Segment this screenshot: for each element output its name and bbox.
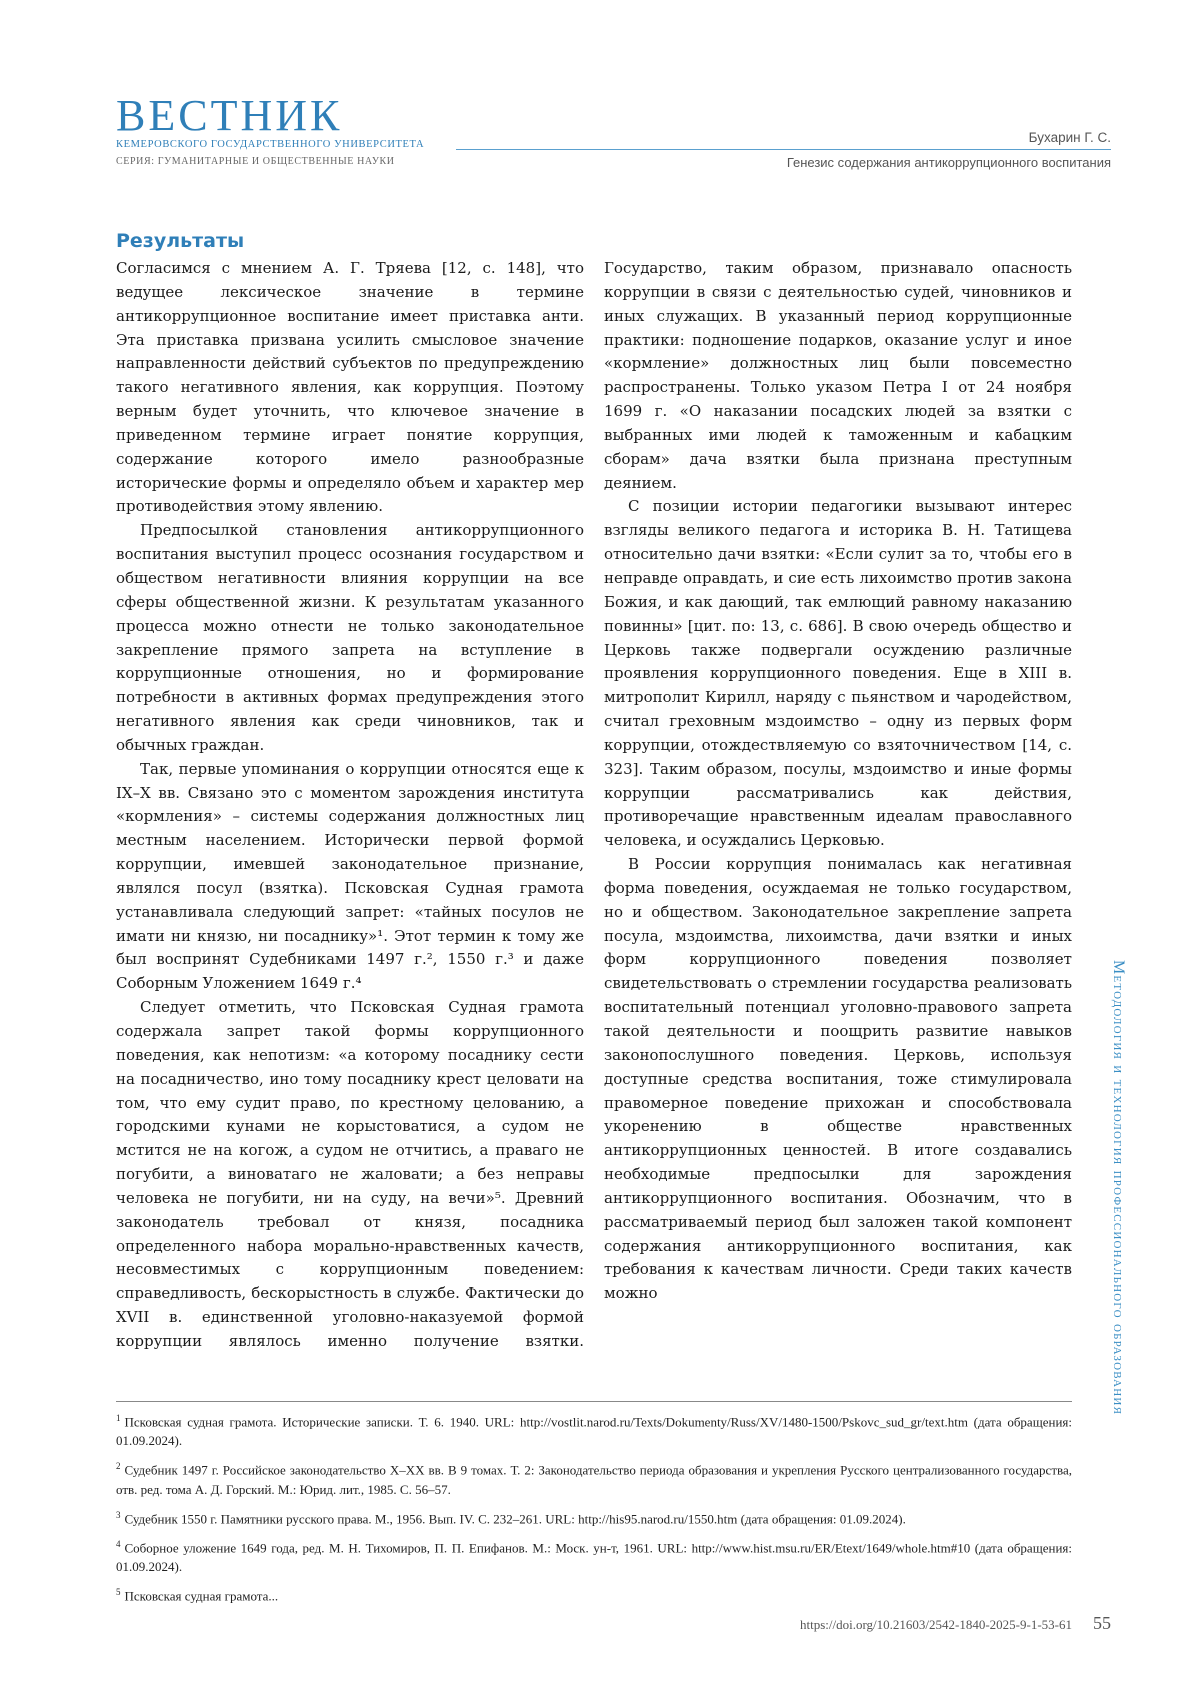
journal-series: СЕРИЯ: ГУМАНИТАРНЫЕ И ОБЩЕСТВЕННЫЕ НАУКИ: [116, 156, 424, 167]
footnote-4: 4 Соборное уложение 1649 года, ред. М. Н. Тихомиров, П. П. Епифанов. М.: Моск. ун-т, 1961. URL: http://www.hist.msu.ru/ER/Etext/1649/whole.htm#10 (дата обращения: 01.09.2024).: [116, 1535, 1072, 1576]
footnote-divider: [116, 1401, 1072, 1402]
running-author: Бухарин Г. С.: [1029, 130, 1111, 145]
body-column-right: [604, 257, 1072, 1377]
paragraph-continued: Государство, таким образом, признавало опасность коррупции в связи с деятельностью судей, чиновников и иных служащих. В указанный период коррупционные практики: подношение подарков, оказание услуг и иное «кормление» должностных лиц были повсеместно распространены. Только указом Петра I от 24 ноября 1699 г. «О наказании посадских людей за взятки с выбранных ими людей к таможенным и кабацким сборам» дача взятки была признана преступным деянием.: [604, 257, 1072, 495]
paragraph: Предпосылкой становления антикоррупционного воспитания выступил процесс осознания государством и обществом негативности влияния коррупции на все сферы общественной жизни. К результатам указанного процесса можно отнести не только законодательное закрепление прямого запрета на вступление в коррупционные отношения, но и формирование потребности в активных формах предупреждения этого негативного явления как среди чиновников, так и обычных граждан.: [116, 519, 584, 757]
body-column-left: [116, 257, 584, 1377]
footnote-2: 2 Судебник 1497 г. Российское законодательство X–XX вв. В 9 томах. Т. 2: Законодательство периода образования и укрепления Русского централизованного государства, отв. ред. тома А. Д. Горский. М.: Юрид. лит., 1985. С. 56–57.: [116, 1457, 1072, 1498]
doi-link[interactable]: https://doi.org/10.21603/2542-1840-2025-9-1-53-61: [800, 1617, 1072, 1633]
header-divider: [456, 149, 1111, 150]
footnote-1: 1 Псковская судная грамота. Исторические записки. Т. 6. 1940. URL: http://vostlit.narod.ru/Texts/Dokumenty/Russ/XV/1480-1500/Pskovc_sud_gr/text.htm (дата обращения: 01.09.2024).: [116, 1409, 1072, 1450]
paragraph: В России коррупция понималась как негативная форма поведения, осуждаемая не только государством, но и обществом. Законодательное закрепление запрета посула, мздоимства, лихоимства, дачи взятки и иных форм коррупционного поведения позволяет свидетельствовать о стремлении государства реализовать воспитательный потенциал уголовно-правового запрета такой деятельности и поощрить развитие навыков законопослушного поведения. Церковь, используя доступные средства воспитания, тоже стимулировала правомерное поведение прихожан и способствовала укоренению в обществе нравственных антикоррупционных ценностей. В итоге создавались необходимые предпосылки для зарождения антикоррупционного воспитания. Обозначим, что в рассматриваемый период был заложен такой компонент содержания антикоррупционного воспитания, как требования к качествам личности. Среди таких качеств можно: [604, 853, 1072, 1306]
footnote-5: 5 Псковская судная грамота...: [116, 1583, 1072, 1605]
paragraph: Согласимся с мнением А. Г. Тряева [12, с. 148], что ведущее лексическое значение в термине антикоррупционное воспитание имеет приставка анти. Эта приставка призвана усилить смысловое значение направленности действий субъектов по предупреждению такого негативного явления, как коррупция. Поэтому верным будет уточнить, что ключевое значение в приведенном термине играет понятие коррупция, содержание которого имело разнообразные исторические формы и определяло объем и характер мер противодействия этому явлению.: [116, 257, 584, 519]
page-number: 55: [1093, 1613, 1111, 1634]
footnote-3: 3 Судебник 1550 г. Памятники русского права. М., 1956. Вып. IV. С. 232–261. URL: http://his95.narod.ru/1550.htm (дата обращения: 01.09.2024).: [116, 1506, 1072, 1528]
paragraph: С позиции истории педагогики вызывают интерес взгляды великого педагога и историка В. Н. Татищева относительно дачи взятки: «Если сулит за то, чтобы его в неправде оправдать, и сие есть лихоимство против закона Божия, и как дающий, так емлющий равному наказанию повинны» [цит. по: 13, с. 686]. В свою очередь общество и Церковь также подвергали осуждению различные проявления коррупционного поведения. Еще в XIII в. митрополит Кирилл, наряду с пьянством и чародейством, считал греховным мздоимство – одну из первых форм коррупции, отождествляемую со взяточничеством [14, с. 323]. Таким образом, посулы, мздоимство и иные формы коррупции рассматривались как действия, противоречащие нравственным идеалам православного человека, и осуждались Церковью.: [604, 495, 1072, 853]
paragraph: Так, первые упоминания о коррупции относятся еще к IX–X вв. Связано это с моментом зарождения института «кормления» – системы содержания должностных лиц местным населением. Исторически первой формой коррупции, имевшей законодательное признание, являлся посул (взятка). Псковская Судная грамота устанавливала следующий запрет: «тайных посулов не имати ни князю, ни посаднику»¹. Этот термин к тому же был воспринят Судебниками 1497 г.², 1550 г.³ и даже Соборным Уложением 1649 г.⁴: [116, 758, 584, 996]
footnotes: [116, 1409, 1072, 1613]
running-title: Генезис содержания антикоррупционного воспитания: [787, 155, 1111, 170]
paragraph: Следует отметить, что Псковская Судная грамота содержала запрет такой формы коррупционного поведения, как непотизм: «а которому посаднику сести на посадничество, ино тому посаднику крест целовати на том, что ему судит право, по крестному целованию, а городскими кунами не корыстоватися, а судом не мстится не на когож, а судом не отчитись, а праваго не погубити, а виноватаго не жаловати; а без неправы человека не погубити, ни на суду, на вечи»⁵. Древний законодатель требовал от князя, посадника определенного набора морально-нравственных качеств, несовместимых с коррупционным поведением: справедливость, бескорыстность в службе. Фактически до XVII в. единственной уголовно-наказуемой формой коррупции являлось именно получение взятки.: [116, 996, 584, 1354]
section-heading: Результаты: [116, 230, 244, 252]
journal-university: КЕМЕРОВСКОГО ГОСУДАРСТВЕННОГО УНИВЕРСИТЕТА: [116, 139, 424, 150]
journal-logo: [116, 94, 424, 167]
body-text-flow: [116, 257, 584, 1354]
section-rubric-vertical: Методология и технология профессионального образования: [1107, 960, 1127, 1580]
journal-title: ВЕСТНИК: [116, 94, 424, 138]
body-text-flow-continued: [604, 257, 1072, 1306]
